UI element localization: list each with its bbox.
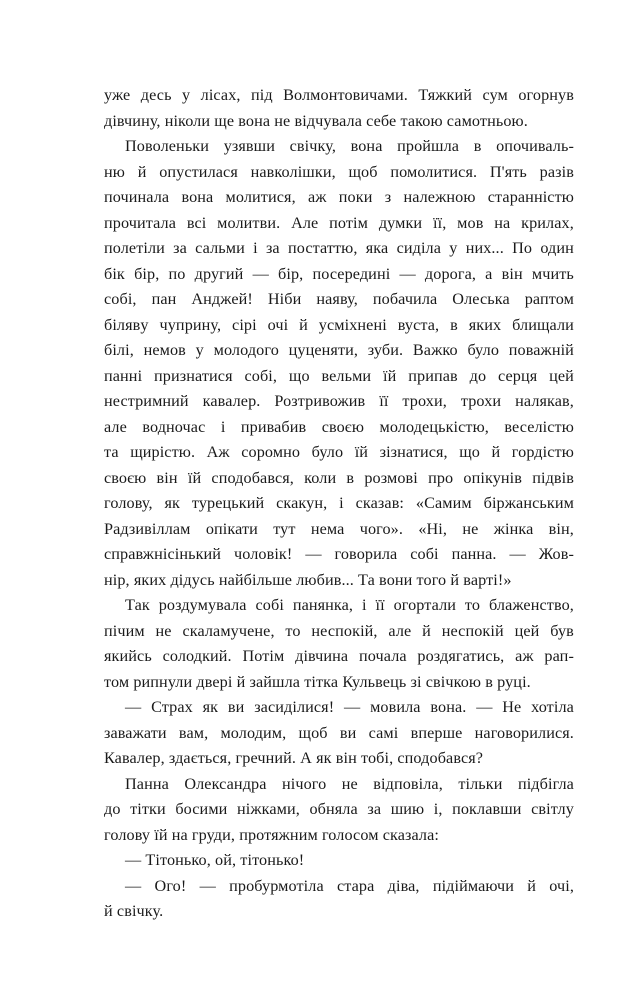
text-line: голову, як турецький скакун, і сказав: «Самим біржанським [104, 494, 574, 512]
text-line: та щирістю. Аж соромно було їй зізнатися, що й гордістю [104, 443, 574, 461]
text-line: до тітки босими ніжками, обняла за шию і, поклавши світлу [104, 800, 574, 818]
text-line: бік бір, по другий — бір, посередині — дорога, а він мчить [104, 264, 574, 283]
body-text [104, 83, 574, 925]
text-line: й свічку. [104, 902, 164, 920]
text-line: ню й опустилася навколішки, щоб помолитися. П'ять разів [104, 162, 574, 181]
text-line: але водночас і привабив своєю молодецькістю, веселістю [104, 417, 574, 436]
text-line: білі, немов у молодого цуценяти, зуби. Важко було поважній [104, 341, 574, 359]
text-line: Так роздумувала собі панянка, і її огортали то блаженство, [125, 596, 574, 614]
text-line: панні признатися собі, що вельми їй припав до серця цей [104, 366, 574, 385]
text-line: білявy чуприну, сірі очі й усміхнені вуста, в яких блищали [104, 315, 574, 334]
text-line: Кавалер, здається, гречний. А як він тобі, сподобався? [104, 749, 484, 767]
text-line: дівчину, ніколи ще вона не відчувала себе такою самотньою. [104, 111, 528, 130]
text-line: — Ого! — пробурмотіла стара діва, підіймаючи й очі, [125, 876, 574, 895]
text-line: заважати вам, молодим, щоб ви самі вперше наговорилися. [104, 723, 574, 742]
text-line: собі, пан Анджей! Ніби наяву, побачила Олеська раптом [104, 290, 574, 308]
text-line: полетіли за сальми і за постаттю, яка сиділа у них... По один [104, 239, 574, 257]
text-line: нестримний кавалер. Розтривожив її трохи, трохи налякав, [104, 392, 574, 410]
text-line: — Тітонько, ой, тітонько! [125, 851, 305, 869]
text-line: Поволеньки узявши свічку, вона пройшла в опочиваль- [125, 137, 574, 155]
text-line: прочитала всі молитви. Але потім думки її, мов на крилах, [104, 213, 574, 232]
text-line: нір, яких дідусь найбільше любив... Та вони того й варті!» [104, 570, 512, 589]
text-line: якийсь солодкий. Потім дівчина почала роздягатись, аж рап- [104, 647, 574, 665]
text-line: починала вона молитися, аж поки з належною старанністю [104, 188, 574, 206]
text-line: голову їй на груди, протяжним голосом сказала: [104, 825, 439, 844]
text-line: том рипнули двері й зайшла тітка Кульвець зі свічкою в руці. [104, 672, 531, 691]
text-line: своєю він їй сподобався, коли в розмові про опікунів підвів [104, 468, 574, 487]
text-line: — Страх як ви засиділися! — мовила вона. — Не хотіла [125, 698, 574, 716]
text-line: уже десь у лісах, під Волмонтовичами. Тяжкий сум огорнув [104, 86, 574, 104]
text-line: пічим не скаламучене, то неспокій, але й неспокій цей був [104, 621, 574, 640]
text-line: Панна Олександра нічого не відповіла, тільки підбігла [125, 774, 574, 793]
text-line: справжнісінький чоловік! — говорила собі панна. — Жов- [104, 545, 574, 563]
text-line: Радзивіллам опікати тут нема чого». «Ні, не жінка він, [104, 519, 574, 538]
